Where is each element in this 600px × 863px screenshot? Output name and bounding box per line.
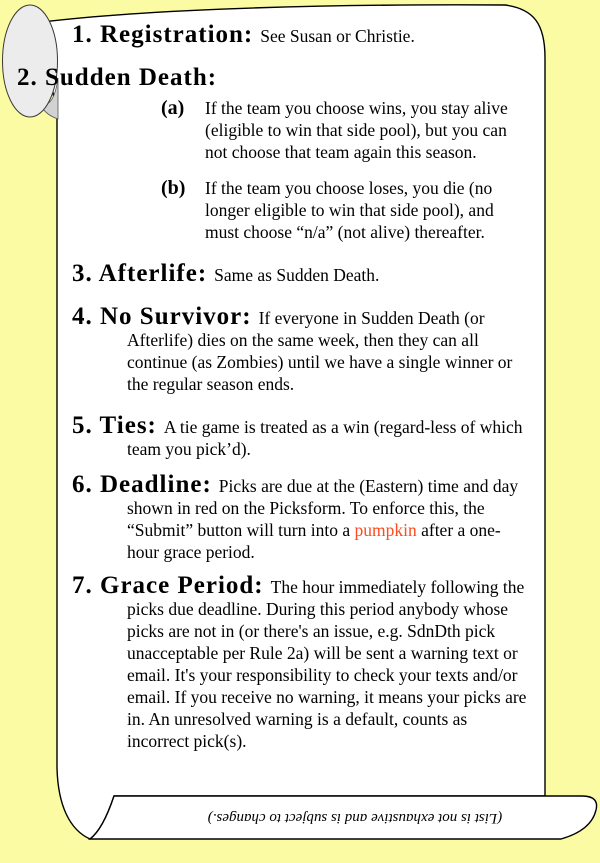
rule-heading: 5. Ties: [72,412,157,439]
subitem-label: (a) [161,97,185,119]
rule-text: Same as Sudden Death. [214,265,380,285]
rule-text: Picks are due at the (Eastern) time and day shown in red on the Picksform. To enforce this, the “Submit” button will turn into a [127,476,519,540]
rule-text: See Susan or Christie. [260,26,415,46]
rule-subitem-a [161,97,530,163]
rule-registration [72,21,530,48]
rule-heading: 4. No Survivor: [72,303,252,330]
rule-heading: 7. Grace Period: [72,572,264,599]
rule-subitem-b [161,177,530,243]
scroll-roll-icon [3,5,58,117]
rule-text: after a one-hour grace period. [127,520,501,562]
subitem-label: (b) [161,177,186,199]
rule-text: A tie game is treated as a win (regard-less of which team you pick’d). [127,417,523,459]
rule-heading: 6. Deadline: [72,471,212,498]
subitem-text: If the team you choose wins, you stay alive (eligible to win that side pool), but you can not choose that team again this season. [205,98,508,162]
rule-ties [72,412,530,460]
rule-heading: 3. Afterlife: [72,260,208,287]
rule-deadline [72,471,530,563]
pumpkin-highlight: pumpkin [354,520,417,540]
rule-heading: 2. Sudden Death: [17,64,218,91]
rule-sudden-death [17,64,530,243]
rule-text: If everyone in Sudden Death (or Afterlife) dies on the same week, then they can all continue (as Zombies) until we have a single winner or the regular season ends. [127,308,513,394]
rule-text: The hour immediately following the picks due deadline. During this period anybody whose picks are not in (or there's an issue, e.g. SdnDth pick unacceptable per Rule 2a) will be sent a warning text or email. It's your responsibility to check your texts and/or email. If you receive no warning, it means your picks are in. An unresolved warning is a default, counts as incorrect pick(s). [127,577,527,751]
footer-note-flipped: (List is not exhaustive and is subject to changes.) [207,810,503,826]
rule-no-survivor [72,303,530,395]
rules-list [17,21,530,752]
rule-grace-period [72,572,530,752]
subitem-text: If the team you choose loses, you die (no longer eligible to win that side pool), and must choose “n/a” (not alive) thereafter. [205,178,494,242]
rule-afterlife [72,260,530,287]
rule-heading: 1. Registration: [72,21,254,48]
